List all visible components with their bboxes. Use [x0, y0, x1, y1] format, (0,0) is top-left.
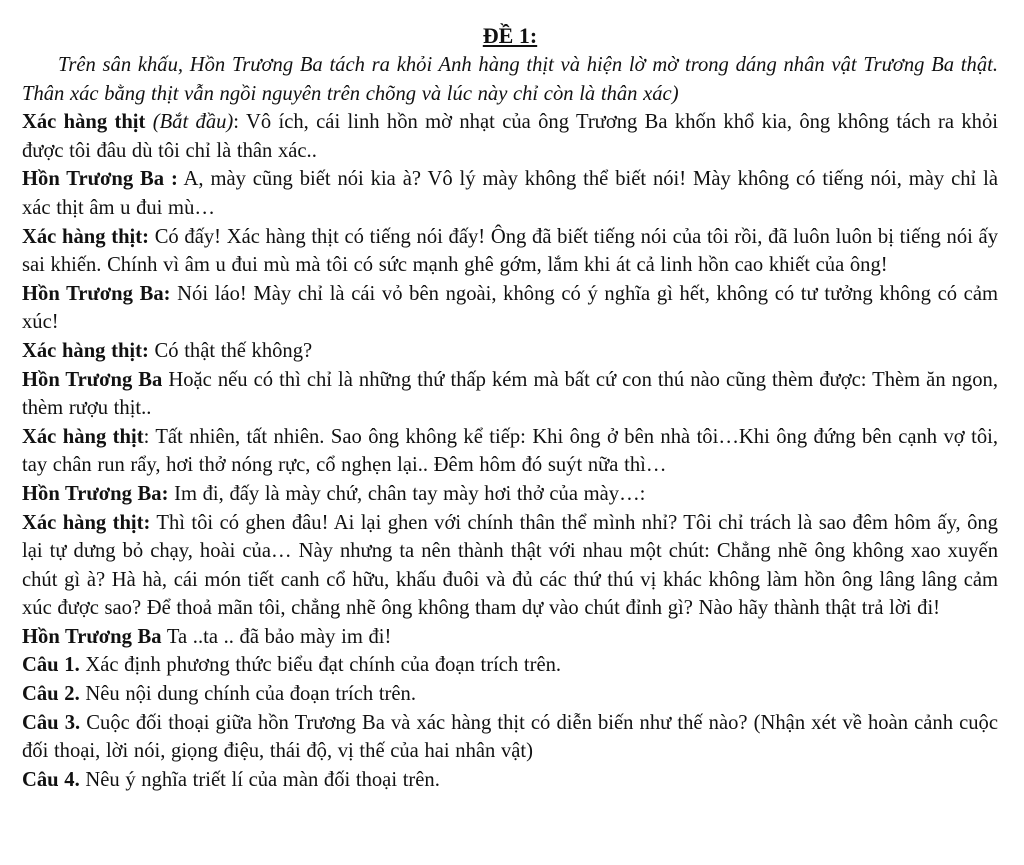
dialogue-line [22, 223, 998, 280]
dialogue-line [22, 366, 998, 423]
stage-note: (Bắt đầu) [145, 111, 234, 134]
dialogue-text: : Tất nhiên, tất nhiên. Sao ông không kể tiếp: Khi ông ở bên nhà tôi…Khi ông đứng bên cạnh vợ tôi, tay chân run rẩy, hơi thở nóng rực, cổ nghẹn lại.. Đêm hôm đó suýt nữa thì… [22, 425, 999, 477]
question-text: Cuộc đối thoại giữa hồn Trương Ba và xác hàng thịt có diễn biến như thế nào? (Nhận xét về hoàn cảnh cuộc đối thoại, lời nói, giọng điệu, thái độ, vị thế của hai nhân vật) [22, 711, 998, 763]
dialogue-line [22, 165, 998, 222]
speaker-separator: : [233, 111, 240, 134]
question-number: Câu 2. [22, 683, 80, 706]
speaker-name: Hồn Trương Ba : [22, 168, 178, 191]
dialogue-text: Có đấy! Xác hàng thịt có tiếng nói đấy! Ông đã biết tiếng nói của tôi rồi, đã luôn luôn bị tiếng nói ấy sai khiến. Chính vì âm u đui mù mà tôi có sức mạnh ghê gớm, lắm khi át cả linh hồn cao khiết của ông! [22, 225, 998, 277]
dialogue-text: Vô ích, cái linh hồn mờ nhạt của ông Trương Ba khốn khổ kia, ông không tách ra khỏi được tôi đâu dù tôi chỉ là thân xác.. [22, 111, 998, 162]
dialogue-line [22, 480, 998, 509]
exam-title: ĐỀ 1: [482, 23, 538, 48]
question-number: Câu 1. [22, 654, 80, 677]
question-number: Câu 4. [22, 768, 80, 791]
dialogue-line [22, 509, 998, 623]
speaker-name: Xác hàng thịt [22, 425, 144, 448]
question-text: Nêu ý nghĩa triết lí của màn đối thoại trên. [79, 768, 440, 791]
dialogue-text: Thì tôi có ghen đâu! Ai lại ghen với chính thân thể mình nhỉ? Tôi chỉ trách là sao đêm hôm ấy, ông lại tự dưng bỏ chạy, hoài của… Này nhưng ta nên thành thật với nhau một chút: Chẳng nhẽ ông không xao xuyến chút gì à? Hà hà, cái món tiết canh cổ hữu, khấu đuôi và đủ các thứ thú vị khác không làm hồn ông lâng lâng cảm xúc được sao? Để thoả mãn tôi, chẳng nhẽ ông không tham dự vào chút đỉnh gì? Nào hãy thành thật trả lời đi! [22, 511, 998, 620]
dialogue-line [22, 337, 998, 366]
question-item [22, 680, 998, 709]
speaker-name: Hồn Trương Ba: [22, 282, 171, 305]
question-number: Câu 3. [22, 711, 81, 734]
speaker-name: Hồn Trương Ba [22, 625, 162, 648]
dialogue-text: Im đi, đấy là mày chứ, chân tay mày hơi thở của mày…: [168, 482, 646, 505]
dialogue-text: Nói láo! Mày chỉ là cái vỏ bên ngoài, không có ý nghĩa gì hết, không có tư tưởng không có cảm xúc! [22, 282, 998, 334]
dialogue-line [22, 108, 998, 165]
speaker-name: Hồn Trương Ba [22, 368, 163, 391]
dialogue-text: A, mày cũng biết nói kia à? Vô lý mày không thể biết nói! Mày không có tiếng nói, mày chỉ là xác thịt âm u đui mù… [22, 168, 998, 219]
question-text: Xác định phương thức biểu đạt chính của đoạn trích trên. [79, 654, 562, 677]
speaker-name: Xác hàng thịt [22, 111, 146, 134]
stage-direction-intro: Trên sân khấu, Hồn Trương Ba tách ra khỏi Anh hàng thịt và hiện lờ mờ trong dáng nhân vật Trương Ba thật. Thân xác bằng thịt vẫn ngồi nguyên trên chõng và lúc này chỉ còn là thân xác) [22, 54, 998, 105]
question-item [22, 766, 998, 795]
dialogue-line [22, 423, 998, 480]
speaker-name: Xác hàng thịt: [22, 511, 151, 534]
speaker-name: Xác hàng thịt: [22, 225, 149, 248]
speaker-name: Hồn Trương Ba: [22, 482, 169, 505]
dialogue-text: Ta ..ta .. đã bảo mày im đi! [161, 625, 392, 648]
dialogue-line [22, 623, 998, 652]
question-item [22, 651, 998, 680]
dialogue-text: Hoặc nếu có thì chỉ là những thứ thấp kém mà bất cứ con thú nào cũng thèm được: Thèm ăn ngon, thèm rượu thịt.. [22, 368, 998, 420]
question-item [22, 709, 998, 766]
dialogue-line [22, 280, 998, 337]
dialogue-text: Có thật thế không? [148, 339, 313, 362]
question-text: Nêu nội dung chính của đoạn trích trên. [79, 683, 416, 706]
speaker-name: Xác hàng thịt: [22, 339, 149, 362]
